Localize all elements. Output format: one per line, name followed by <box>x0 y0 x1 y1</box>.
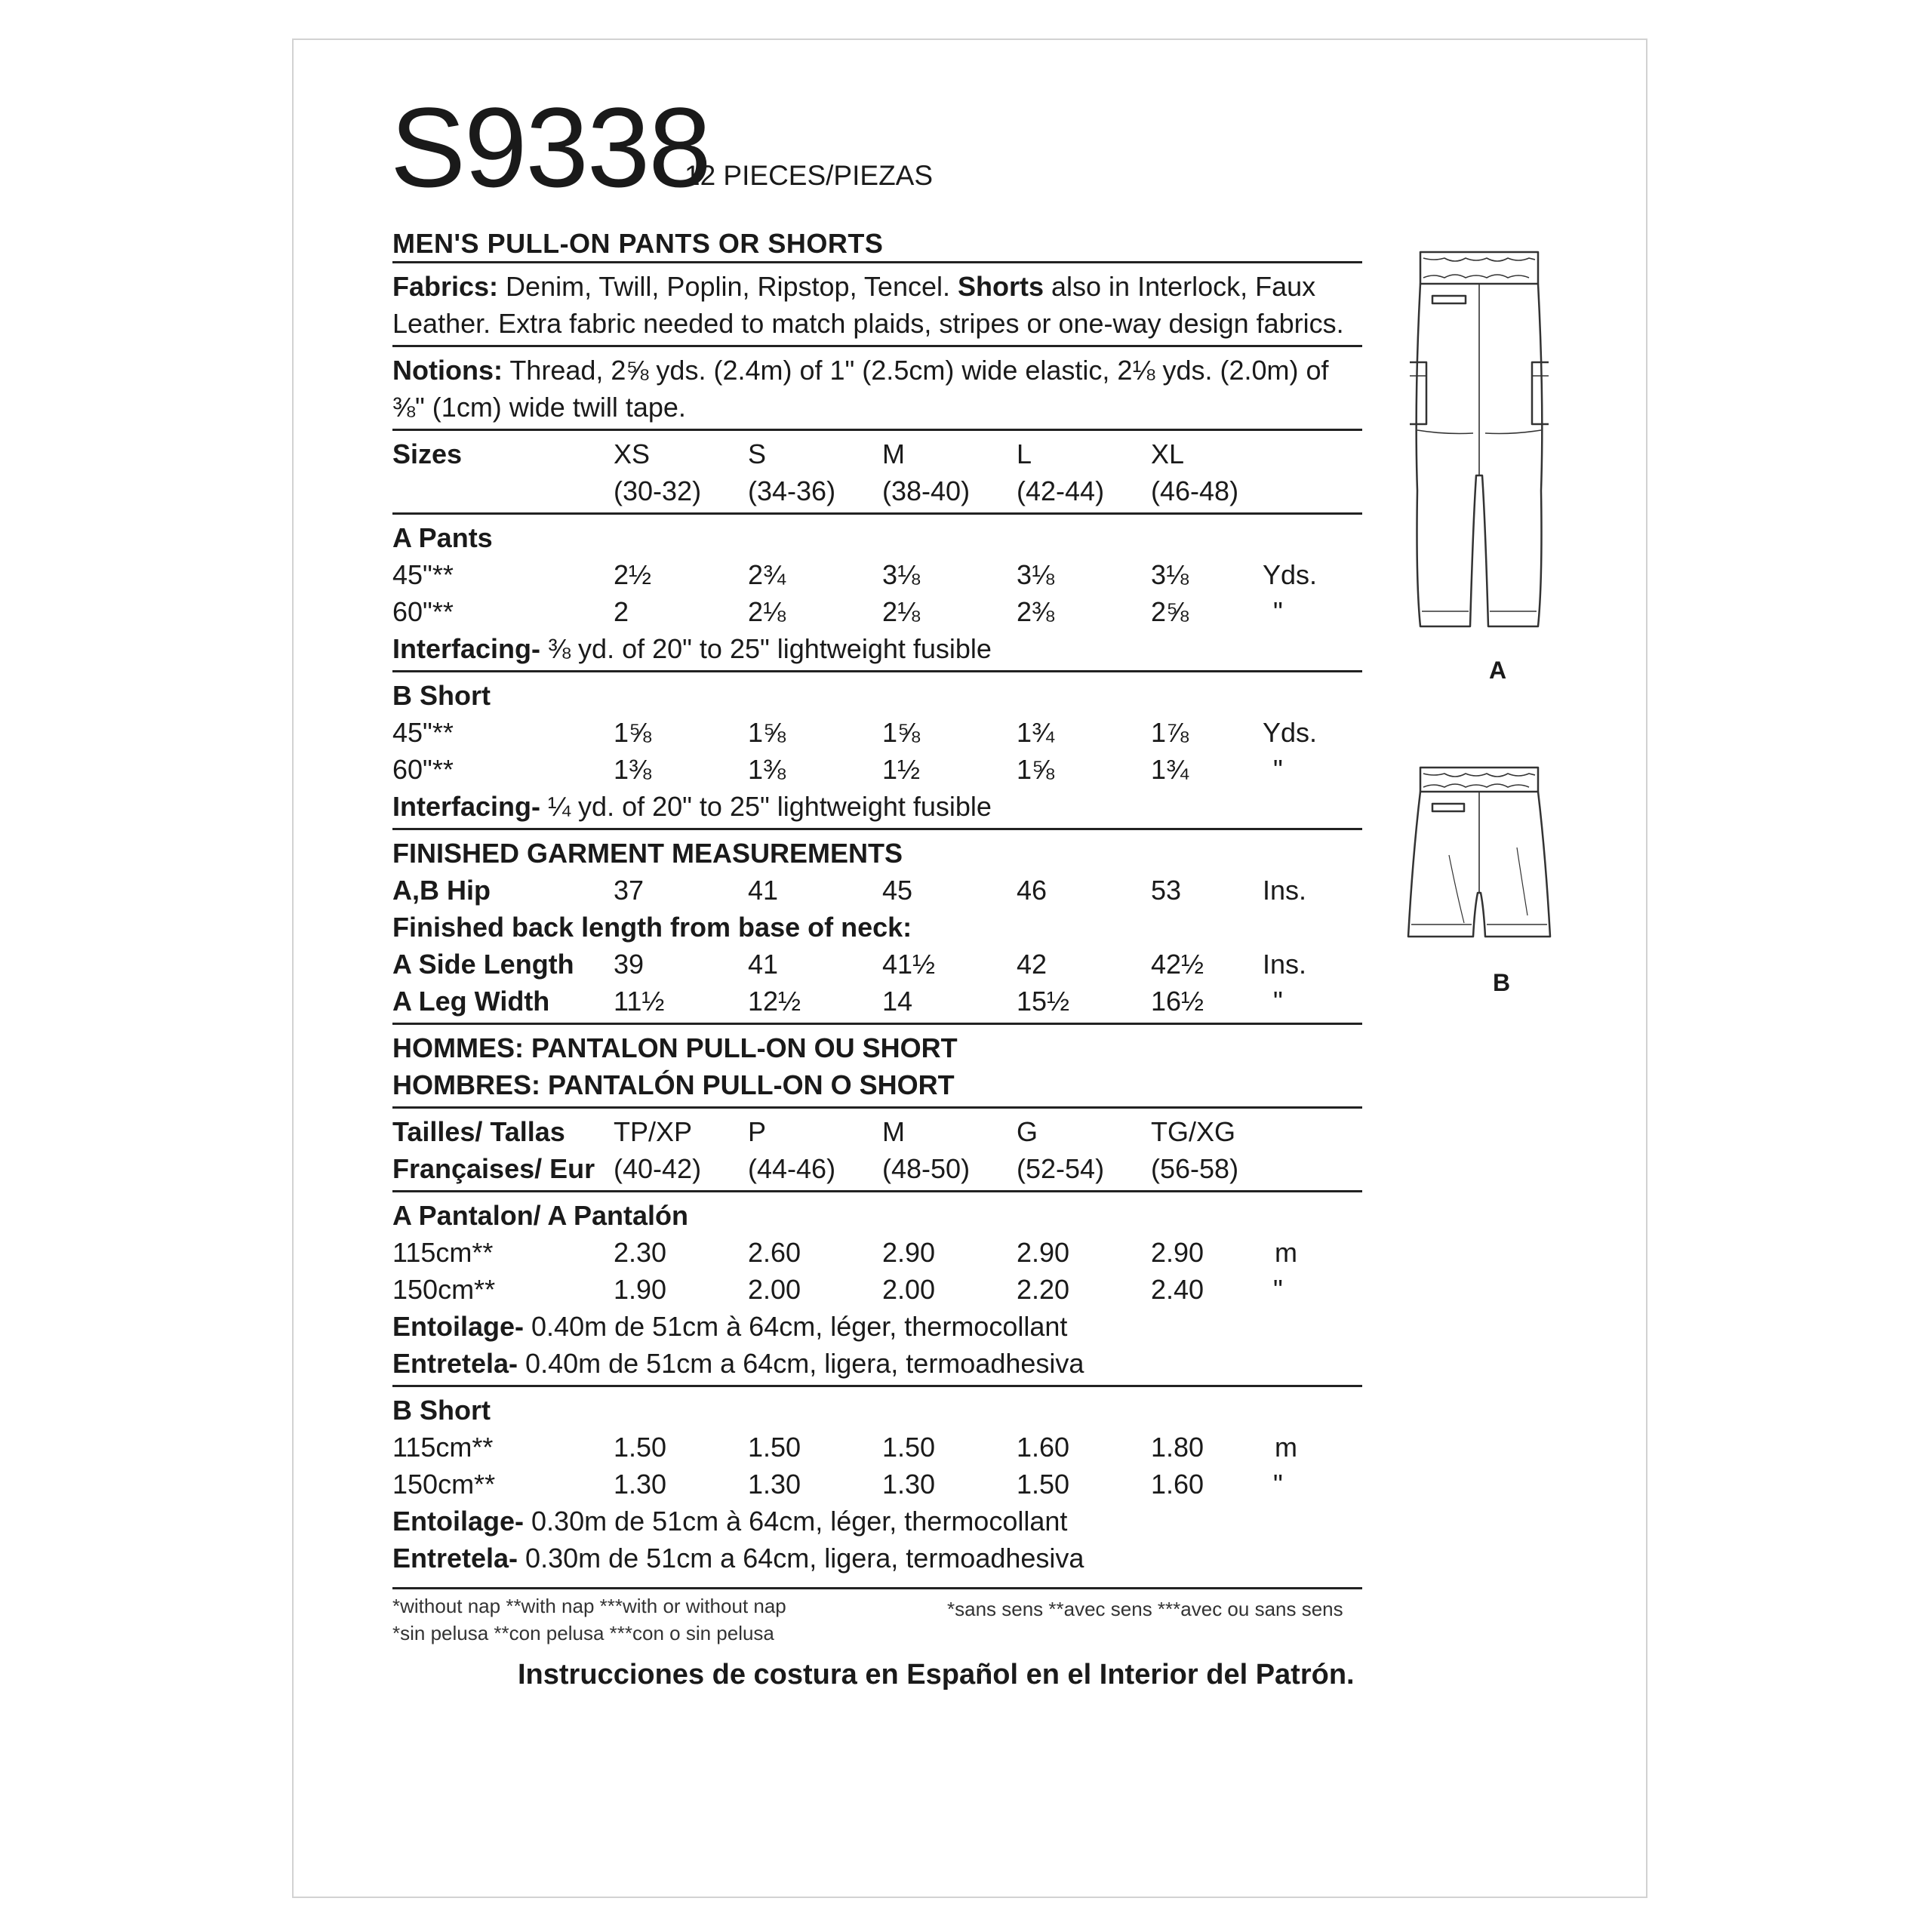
measurement-value: 12½ <box>748 986 801 1017</box>
yardage-value: 3⅛ <box>882 559 921 590</box>
measurement-label: A Leg Width <box>392 986 550 1017</box>
size-name: M <box>882 1116 905 1147</box>
measurement-value: 53 <box>1151 875 1182 906</box>
width-label: 60"** <box>392 754 454 785</box>
yardage-value: 3⅛ <box>1151 559 1189 590</box>
pattern-info <box>390 84 1362 1580</box>
unit-label: Ins. <box>1263 949 1307 980</box>
footnote-english: *without nap **with nap ***with or without nap <box>392 1595 786 1617</box>
size-range: (34-36) <box>748 475 836 506</box>
view-b-label: B <box>1493 969 1511 996</box>
spanish-title: HOMBRES: PANTALÓN PULL-ON O SHORT <box>392 1069 955 1100</box>
sizes-label: Françaises/ Eur <box>392 1153 595 1184</box>
yardage-value: 1.30 <box>882 1469 936 1500</box>
back-length-label: Finished back length from base of neck: <box>392 912 912 943</box>
yardage-value: 2.20 <box>1017 1274 1070 1305</box>
a-pantalon-title: A Pantalon/ A Pantalón <box>392 1200 689 1231</box>
yardage-row <box>392 556 1362 593</box>
yardage-value: 1.60 <box>1017 1432 1070 1463</box>
yardage-value: 2.60 <box>748 1237 801 1268</box>
width-label: 115cm** <box>392 1237 494 1268</box>
measurement-value: 41½ <box>882 949 936 980</box>
yardage-value: 2⅜ <box>1017 596 1055 627</box>
measurement-value: 45 <box>882 875 913 906</box>
size-name: TG/XG <box>1151 1116 1236 1147</box>
width-label: 150cm** <box>392 1274 496 1305</box>
yardage-row <box>392 593 1362 630</box>
yardage-value: 1⅝ <box>614 717 652 748</box>
entretela-line <box>392 1345 1362 1382</box>
yardage-value: 1⅜ <box>614 754 652 785</box>
a-pants-block <box>392 515 1362 670</box>
yardage-value: 2¾ <box>748 559 786 590</box>
entretela-label: Entretela- <box>392 1543 518 1574</box>
size-name: G <box>1017 1116 1038 1147</box>
size-range: (56-58) <box>1151 1153 1239 1184</box>
yardage-row <box>392 1271 1362 1308</box>
b-short-title: B Short <box>392 680 491 711</box>
yardage-value: 2.30 <box>614 1237 667 1268</box>
measurement-value: 42½ <box>1151 949 1204 980</box>
unit-label: " <box>1273 1469 1283 1500</box>
yardage-value: 2⅛ <box>882 596 921 627</box>
yardage-value: 1⅝ <box>748 717 786 748</box>
width-label: 150cm** <box>392 1469 496 1500</box>
interfacing-line <box>392 788 1362 825</box>
yardage-value: 3⅛ <box>1017 559 1055 590</box>
yardage-value: 1⅝ <box>882 717 921 748</box>
yardage-row <box>392 1466 1362 1503</box>
size-name: P <box>748 1116 767 1147</box>
unit-label: " <box>1273 1274 1283 1305</box>
size-range: (46-48) <box>1151 475 1239 506</box>
measurement-value: 15½ <box>1017 986 1070 1017</box>
measurement-value: 41 <box>748 949 779 980</box>
footnote-french: *sans sens **avec sens ***avec ou sans sens <box>947 1598 1343 1620</box>
unit-label: " <box>1273 596 1283 627</box>
french-title: HOMMES: PANTALON PULL-ON OU SHORT <box>392 1032 958 1063</box>
measurement-value: 42 <box>1017 949 1048 980</box>
b-short-block <box>392 672 1362 828</box>
measurement-row <box>392 946 1362 983</box>
a-pants-title: A Pants <box>392 522 493 553</box>
footnote-spanish: *sin pelusa **con pelusa ***con o sin pelusa <box>392 1622 774 1644</box>
yardage-value: 1.50 <box>614 1432 667 1463</box>
yardage-value: 1⅞ <box>1151 717 1189 748</box>
unit-label: " <box>1273 754 1283 785</box>
unit-label: m <box>1275 1237 1297 1268</box>
size-name: XL <box>1151 438 1185 469</box>
size-name: L <box>1017 438 1032 469</box>
measurement-value: 46 <box>1017 875 1048 906</box>
sizes-label: Sizes <box>392 438 463 469</box>
garment-title: MEN'S PULL-ON PANTS OR SHORTS <box>392 228 884 259</box>
yardage-value: 1.50 <box>882 1432 936 1463</box>
measurement-value: 14 <box>882 986 913 1017</box>
measurement-row <box>392 872 1362 909</box>
entoilage-text: 0.30m de 51cm à 64cm, léger, thermocollant <box>524 1506 1068 1537</box>
entoilage-label: Entoilage- <box>392 1506 525 1537</box>
width-label: 45"** <box>392 717 454 748</box>
entretela-label: Entretela- <box>392 1348 518 1379</box>
size-range: (48-50) <box>882 1153 971 1184</box>
measurement-value: 11½ <box>614 986 665 1017</box>
unit-label: " <box>1273 986 1283 1017</box>
yardage-value: 2.00 <box>748 1274 801 1305</box>
spanish-instructions-note: Instrucciones de costura en Español en el Interior del Patrón. <box>518 1659 1355 1690</box>
metric-sizes-block <box>392 1109 1362 1190</box>
yardage-value: 2½ <box>614 559 652 590</box>
interfacing-text: ⅜ yd. of 20" to 25" lightweight fusible <box>540 633 992 664</box>
pieces-count: 12 PIECES/PIEZAS <box>685 160 934 191</box>
fabrics-text: Denim, Twill, Poplin, Ripstop, Tencel. <box>498 271 958 302</box>
yardage-value: 2.40 <box>1151 1274 1204 1305</box>
fabrics-label: Fabrics: <box>392 271 499 302</box>
yardage-value: 1⅜ <box>748 754 786 785</box>
unit-label: Ins. <box>1263 875 1307 906</box>
measurement-value: 16½ <box>1151 986 1204 1017</box>
yardage-value: 2⅝ <box>1151 596 1189 627</box>
measurement-label: A,B Hip <box>392 875 491 906</box>
finished-measurements-title: FINISHED GARMENT MEASUREMENTS <box>392 838 903 869</box>
unit-label: Yds. <box>1263 559 1318 590</box>
unit-label: Yds. <box>1263 717 1318 748</box>
finished-measurements-block <box>392 830 1362 1023</box>
notions-label: Notions: <box>392 355 503 386</box>
sizes-label: Tailles/ Tallas <box>392 1116 565 1147</box>
sizes-row <box>392 1113 1362 1150</box>
yardage-value: 1.50 <box>748 1432 801 1463</box>
size-range: (38-40) <box>882 475 971 506</box>
entoilage-text: 0.40m de 51cm à 64cm, léger, thermocollant <box>524 1311 1068 1342</box>
fabrics-paragraph <box>392 263 1362 345</box>
yardage-value: 2.90 <box>882 1237 936 1268</box>
size-ranges-row <box>392 1150 1362 1187</box>
entoilage-label: Entoilage- <box>392 1311 525 1342</box>
yardage-value: 1.30 <box>614 1469 667 1500</box>
size-name: M <box>882 438 905 469</box>
measurement-value: 37 <box>614 875 645 906</box>
fr-es-title-block <box>392 1025 1362 1106</box>
entretela-text: 0.30m de 51cm a 64cm, ligera, termoadhesiva <box>518 1543 1084 1574</box>
yardage-row <box>392 1234 1362 1271</box>
pattern-number: S9338 <box>390 84 710 211</box>
yardage-row <box>392 751 1362 788</box>
yardage-value: 1.60 <box>1151 1469 1204 1500</box>
size-range: (30-32) <box>614 475 702 506</box>
shorts-illustration <box>1404 764 1555 938</box>
b-short-metric-title: B Short <box>392 1395 491 1426</box>
yardage-row <box>392 1429 1362 1466</box>
pants-illustration <box>1404 249 1555 634</box>
yardage-value: 2.90 <box>1151 1237 1204 1268</box>
entretela-line <box>392 1540 1362 1577</box>
yardage-row <box>392 714 1362 751</box>
size-name: S <box>748 438 767 469</box>
entoilage-line <box>392 1503 1362 1540</box>
measurement-value: 41 <box>748 875 779 906</box>
yardage-value: 1½ <box>882 754 921 785</box>
yardage-value: 2 <box>614 596 629 627</box>
entretela-text: 0.40m de 51cm a 64cm, ligera, termoadhesiva <box>518 1348 1084 1379</box>
size-range: (40-42) <box>614 1153 702 1184</box>
yardage-value: 1¾ <box>1017 717 1055 748</box>
interfacing-label: Interfacing- <box>392 633 541 664</box>
b-short-metric-block <box>392 1387 1362 1580</box>
notions-text: Thread, 2⅝ yds. (2.4m) of 1" (2.5cm) wide elastic, 2⅛ yds. (2.0m) of ⅜" (1cm) wide twill tape. <box>392 355 1329 423</box>
yardage-value: 1.30 <box>748 1469 801 1500</box>
width-label: 60"** <box>392 596 454 627</box>
yardage-value: 2.90 <box>1017 1237 1070 1268</box>
shorts-label: Shorts <box>958 271 1044 302</box>
size-ranges-row <box>392 472 1362 509</box>
yardage-value: 1.50 <box>1017 1469 1070 1500</box>
measurement-row <box>392 983 1362 1020</box>
yardage-value: 2.00 <box>882 1274 936 1305</box>
size-name: TP/XP <box>614 1116 693 1147</box>
unit-label: m <box>1275 1432 1297 1463</box>
width-label: 45"** <box>392 559 454 590</box>
interfacing-text: ¼ yd. of 20" to 25" lightweight fusible <box>540 791 992 822</box>
yardage-value: 2⅛ <box>748 596 786 627</box>
interfacing-line <box>392 630 1362 667</box>
size-range: (52-54) <box>1017 1153 1105 1184</box>
header <box>390 84 1362 226</box>
view-a-label: A <box>1489 657 1507 684</box>
yardage-value: 1¾ <box>1151 754 1189 785</box>
notions-paragraph <box>392 347 1362 429</box>
measurement-label: A Side Length <box>392 949 574 980</box>
yardage-value: 1.80 <box>1151 1432 1204 1463</box>
width-label: 115cm** <box>392 1432 494 1463</box>
size-range: (42-44) <box>1017 475 1105 506</box>
footnote-divider <box>392 1587 1362 1589</box>
sizes-block <box>392 431 1362 512</box>
entoilage-line <box>392 1308 1362 1345</box>
yardage-value: 1.90 <box>614 1274 667 1305</box>
size-range: (44-46) <box>748 1153 836 1184</box>
measurement-value: 39 <box>614 949 645 980</box>
sizes-row <box>392 435 1362 472</box>
yardage-value: 1⅝ <box>1017 754 1055 785</box>
interfacing-label: Interfacing- <box>392 791 541 822</box>
size-name: XS <box>614 438 651 469</box>
fabrics-text-2: also in Interlock, Faux Leather. Extra fabric needed to match plaids, stripes or one-way design fabrics. <box>392 271 1344 339</box>
a-pantalon-block <box>392 1192 1362 1385</box>
